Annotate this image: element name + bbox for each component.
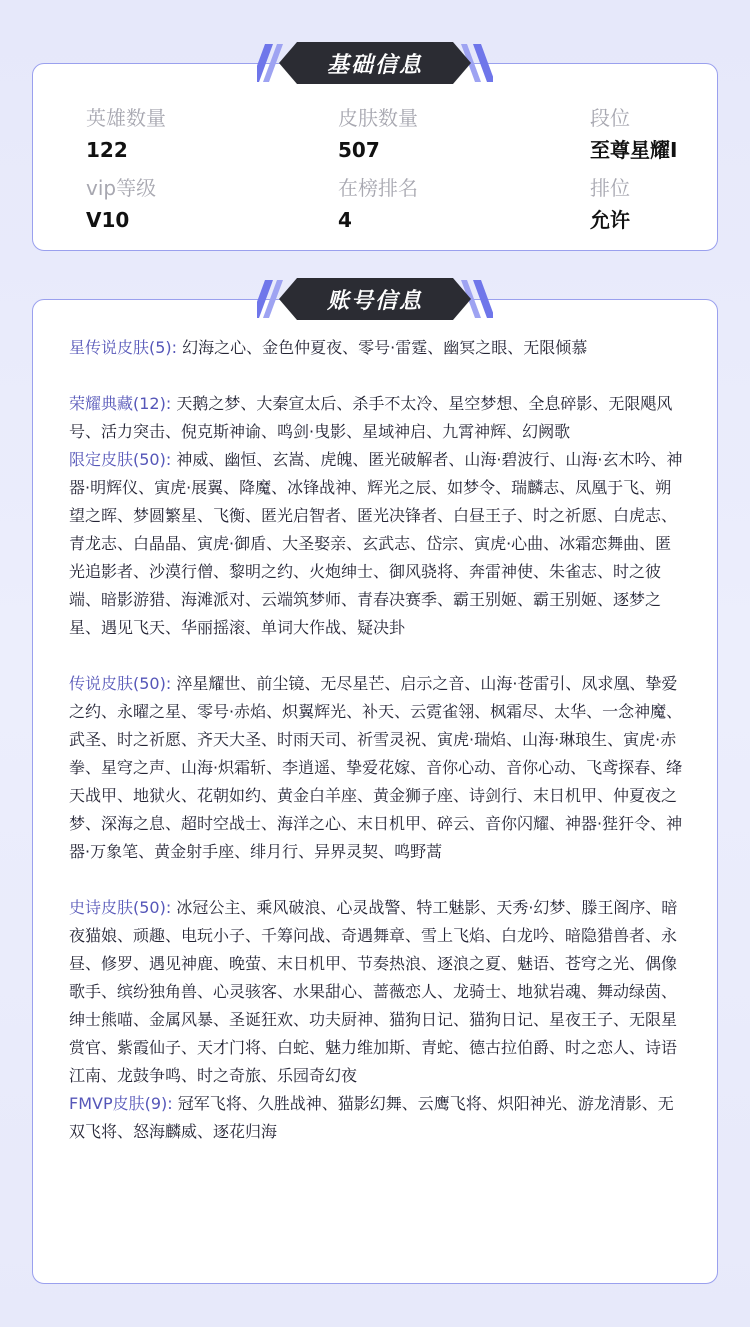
stat-value: 至尊星耀I bbox=[590, 138, 678, 162]
skin-category-label: 史诗皮肤(50): bbox=[69, 898, 172, 917]
skin-group-limited bbox=[69, 446, 687, 642]
stat-value: 122 bbox=[86, 138, 128, 162]
stat-rank-tier bbox=[590, 106, 750, 162]
skin-list: 冠军飞将、久胜战神、猫影幻舞、云鹰飞将、炽阳神光、游龙清影、无双飞将、怒海麟威、逐花归海 bbox=[69, 1094, 674, 1141]
account-section-title: 账号信息 bbox=[326, 288, 423, 314]
skin-list: 淬星耀世、前尘镜、无尽星芒、启示之音、山海·苍雷引、凤求凰、挚爱之约、永曜之星、零号·赤焰、炽翼辉光、补天、云霓雀翎、枫霜尽、太华、一念神魔、武圣、时之祈愿、齐天大圣、时雨天司、祈雪灵祝、寅虎·瑞焰、山海·琳琅生、寅虎·赤拳、星穹之声、山海·炽霜斩、李逍遥、挚爱花嫁、音你心动、音你心动、飞鸢探春、绛天战甲、地狱火、花朝如约、黄金白羊座、黄金狮子座、诗剑行、末日机甲、仲夏夜之梦、深海之息、超时空战士、海洋之心、末日机甲、碎云、音你闪耀、神器·狴犴令、神器·万象笔、黄金射手座、绯月行、异界灵契、鸣野蒿 bbox=[69, 674, 683, 861]
skin-category-label: FMVP皮肤(9): bbox=[69, 1094, 173, 1113]
account-section-header bbox=[257, 276, 493, 322]
stat-label: 段位 bbox=[590, 106, 630, 130]
skin-list: 冰冠公主、乘风破浪、心灵战警、特工魅影、天秀·幻梦、滕王阁序、暗夜猫娘、顽趣、电玩小子、千筹问战、奇遇舞章、雪上飞焰、白龙吟、暗隐猎兽者、永昼、修罗、遇见神鹿、晚萤、末日机甲、节奏热浪、逐浪之夏、魅语、苍穹之光、偶像歌手、缤纷独角兽、心灵骇客、水果甜心、蔷薇恋人、龙骑士、地狱岩魂、舞动绿茵、绅士熊喵、金属风暴、圣诞狂欢、功夫厨神、猫狗日记、猫狗日记、星夜王子、无限星赏官、紫霞仙子、天才门将、白蛇、魅力维加斯、青蛇、德古拉伯爵、时之恋人、诗语江南、龙鼓争鸣、时之奇旅、乐园奇幻夜 bbox=[69, 898, 678, 1085]
skin-category-label: 传说皮肤(50): bbox=[69, 674, 172, 693]
skin-list: 幻海之心、金色仲夏夜、零号·雷霆、幽冥之眼、无限倾慕 bbox=[182, 338, 588, 357]
skin-category-label: 限定皮肤(50): bbox=[69, 450, 172, 469]
account-info-card bbox=[32, 299, 718, 1284]
stat-leaderboard-rank bbox=[338, 176, 538, 232]
skin-group-legend bbox=[69, 670, 687, 866]
stat-label: 英雄数量 bbox=[86, 106, 166, 130]
skin-list: 神威、幽恒、玄嵩、虎魄、匿光破解者、山海·碧波行、山海·玄木吟、神器·明辉仪、寅虎·展翼、降魔、冰锋战神、辉光之辰、如梦令、瑞麟志、凤凰于飞、朔望之晖、梦圆繁星、飞衡、匿光启智者、匿光决锋者、白昼王子、时之祈愿、白虎志、青龙志、白晶晶、寅虎·御盾、大圣娶亲、玄武志、岱宗、寅虎·心曲、冰霜恋舞曲、匿光追影者、沙漠行僧、黎明之约、火炮绅士、御风骁将、奔雷神使、朱雀志、时之彼端、暗影游猎、海滩派对、云端筑梦师、青春决赛季、霸王别姬、霸王别姬、逐梦之星、遇见飞天、华丽摇滚、单词大作战、疑决卦 bbox=[69, 450, 683, 637]
skin-group-fmvp bbox=[69, 1090, 687, 1146]
stat-hero-count bbox=[86, 106, 286, 162]
stat-label: 皮肤数量 bbox=[338, 106, 418, 130]
skin-group-star-legend bbox=[69, 334, 687, 362]
skin-list: 天鹅之梦、大秦宣太后、杀手不太冷、星空梦想、全息碎影、无限飓风号、活力突击、倪克斯神谕、鸣剑·曳影、星域神启、九霄神辉、幻阙歌 bbox=[69, 394, 673, 441]
stat-skin-count bbox=[338, 106, 538, 162]
basic-info-card bbox=[32, 63, 718, 251]
stat-label: 排位 bbox=[590, 176, 630, 200]
skin-category-label: 荣耀典藏(12): bbox=[69, 394, 172, 413]
stat-value: 允许 bbox=[590, 208, 630, 232]
skin-category-label: 星传说皮肤(5): bbox=[69, 338, 178, 357]
basic-section-header bbox=[257, 40, 493, 86]
stat-label: vip等级 bbox=[86, 176, 157, 200]
basic-section-title: 基础信息 bbox=[326, 52, 423, 78]
stat-value: V10 bbox=[86, 208, 130, 232]
stat-ranked-allowed bbox=[590, 176, 750, 232]
stat-value: 507 bbox=[338, 138, 380, 162]
skin-group-glory-collection bbox=[69, 390, 687, 446]
stat-value: 4 bbox=[338, 208, 352, 232]
stat-vip-level bbox=[86, 176, 286, 232]
stat-label: 在榜排名 bbox=[338, 176, 418, 200]
skin-group-epic bbox=[69, 894, 687, 1090]
